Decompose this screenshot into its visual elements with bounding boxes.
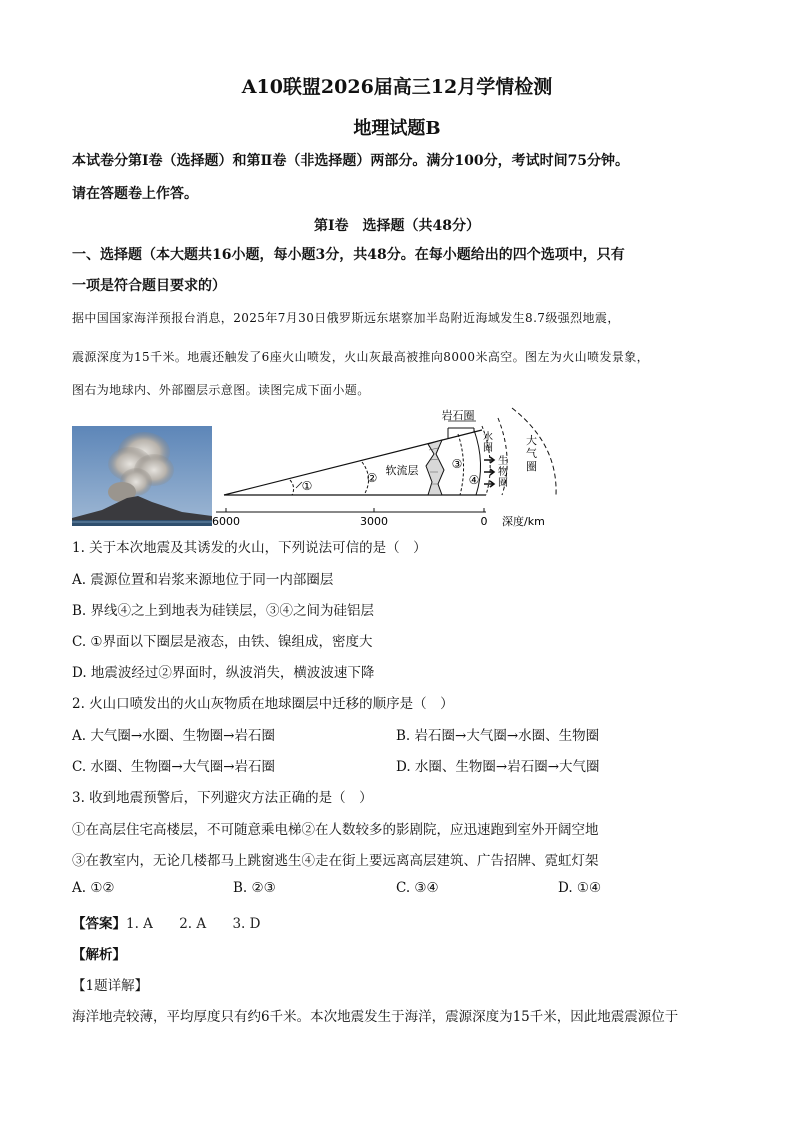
axis-tick-3000: 3000 xyxy=(360,515,388,528)
question-3-option-d: D. ①④ xyxy=(558,880,602,896)
volcano-eruption-photo xyxy=(72,426,212,526)
hydrosphere-label-group xyxy=(483,430,493,454)
question-2-option-a: A. 大气圈→水圈、生物圈→岩石圈 xyxy=(72,728,275,744)
question-1-option-c: C. ①界面以下圈层是液态，由铁、镍组成，密度大 xyxy=(72,634,373,650)
question-2-option-b: B. 岩石圈→大气圈→水圈、生物圈 xyxy=(396,728,600,744)
question-3-option-a: A. ①② xyxy=(72,880,115,896)
answer-item-3: 3. D xyxy=(232,916,261,932)
section-instruction-2: 一项是符合题目要求的） xyxy=(72,278,226,294)
passage-line-2: 震源深度为15千米。地震还触发了6座火山喷发，火山灰最高被推向8000米高空。图左为火山喷发景象， xyxy=(72,350,650,364)
intro-line-1: 本试卷分第Ⅰ卷（选择题）和第Ⅱ卷（非选择题）两部分。满分100分，考试时间75分钟。 xyxy=(72,153,630,169)
hydrosphere-label: 水圈 xyxy=(483,432,493,454)
passage-line-3: 图右为地球内、外部圈层示意图。读图完成下面小题。 xyxy=(72,383,370,397)
question-3-option-b: B. ②③ xyxy=(233,880,276,896)
answer-item-2: 2. A xyxy=(179,916,207,932)
answer-label: 【答案】 xyxy=(72,916,126,932)
question-2-option-d: D. 水圈、生物圈→岩石圈→大气圈 xyxy=(396,759,600,775)
question-3-stem: 3. 收到地震预警后，下列避灾方法正确的是（ ） xyxy=(72,790,373,806)
analysis-label: 【解析】 xyxy=(72,947,126,963)
section-instruction-1: 一、选择题（本大题共16小题，每小题3分，共48分。在每小题给出的四个选项中，只有 xyxy=(72,247,625,263)
intro-line-2: 请在答题卷上作答。 xyxy=(72,186,198,202)
marker-2: ② xyxy=(366,471,378,485)
page-subtitle: 地理试题B xyxy=(353,118,441,139)
axis-tick-0: 0 xyxy=(480,515,488,528)
question-1-option-d: D. 地震波经过②界面时，纵波消失，横波波速下降 xyxy=(72,665,375,681)
page-title: A10联盟2026届高三12月学情检测 xyxy=(241,76,553,98)
analysis-text: 海洋地壳较薄，平均厚度只有约6千米。本次地震发生于海洋，震源深度为15千米，因此地震震源位于 xyxy=(72,1009,679,1025)
passage-line-1: 据中国国家海洋预报台消息，2025年7月30日俄罗斯远东堪察加半岛附近海域发生8.7级强烈地震， xyxy=(72,311,620,325)
question-2-option-c: C. 水圈、生物圈→大气圈→岩石圈 xyxy=(72,759,276,775)
section-heading: 第Ⅰ卷 选择题（共48分） xyxy=(313,218,481,234)
answer-item-1: 1. A xyxy=(126,916,153,932)
question-1-stem: 1. 关于本次地震及其诱发的火山，下列说法可信的是（ ） xyxy=(72,540,427,556)
atmosphere-label: 大气圈 xyxy=(526,434,537,473)
marker-1: ① xyxy=(301,479,313,493)
question-2-stem: 2. 火山口喷发出的火山灰物质在地球圈层中迁移的顺序是（ ） xyxy=(72,696,454,712)
analysis-subheading: 【1题详解】 xyxy=(72,978,149,994)
question-3-statement-2: ③在教室内，无论几楼都马上跳窗逃生④走在街上要远离高层建筑、广告招牌、霓虹灯架 xyxy=(72,853,599,869)
question-1-option-a: A. 震源位置和岩浆来源地位于同一内部圈层 xyxy=(72,572,334,588)
biosphere-label: 生物圈 xyxy=(498,456,508,489)
earth-spheres-diagram xyxy=(212,404,574,530)
axis-unit: 深度/km xyxy=(502,515,545,528)
asthenosphere-label: 软流层 xyxy=(385,464,419,477)
lithosphere-label: 岩石圈 xyxy=(441,409,475,422)
axis-tick-6000: 6000 xyxy=(212,515,240,528)
question-1-option-b: B. 界线④之上到地表为硅镁层，③④之间为硅铝层 xyxy=(72,603,375,619)
marker-3: ③ xyxy=(451,457,463,471)
question-3-option-c: C. ③④ xyxy=(396,880,439,896)
marker-4: ④ xyxy=(468,473,480,487)
question-3-statement-1: ①在高层住宅高楼层，不可随意乘电梯②在人数较多的影剧院，应迅速跑到室外开阔空地 xyxy=(72,822,599,838)
answer-row xyxy=(72,912,260,932)
